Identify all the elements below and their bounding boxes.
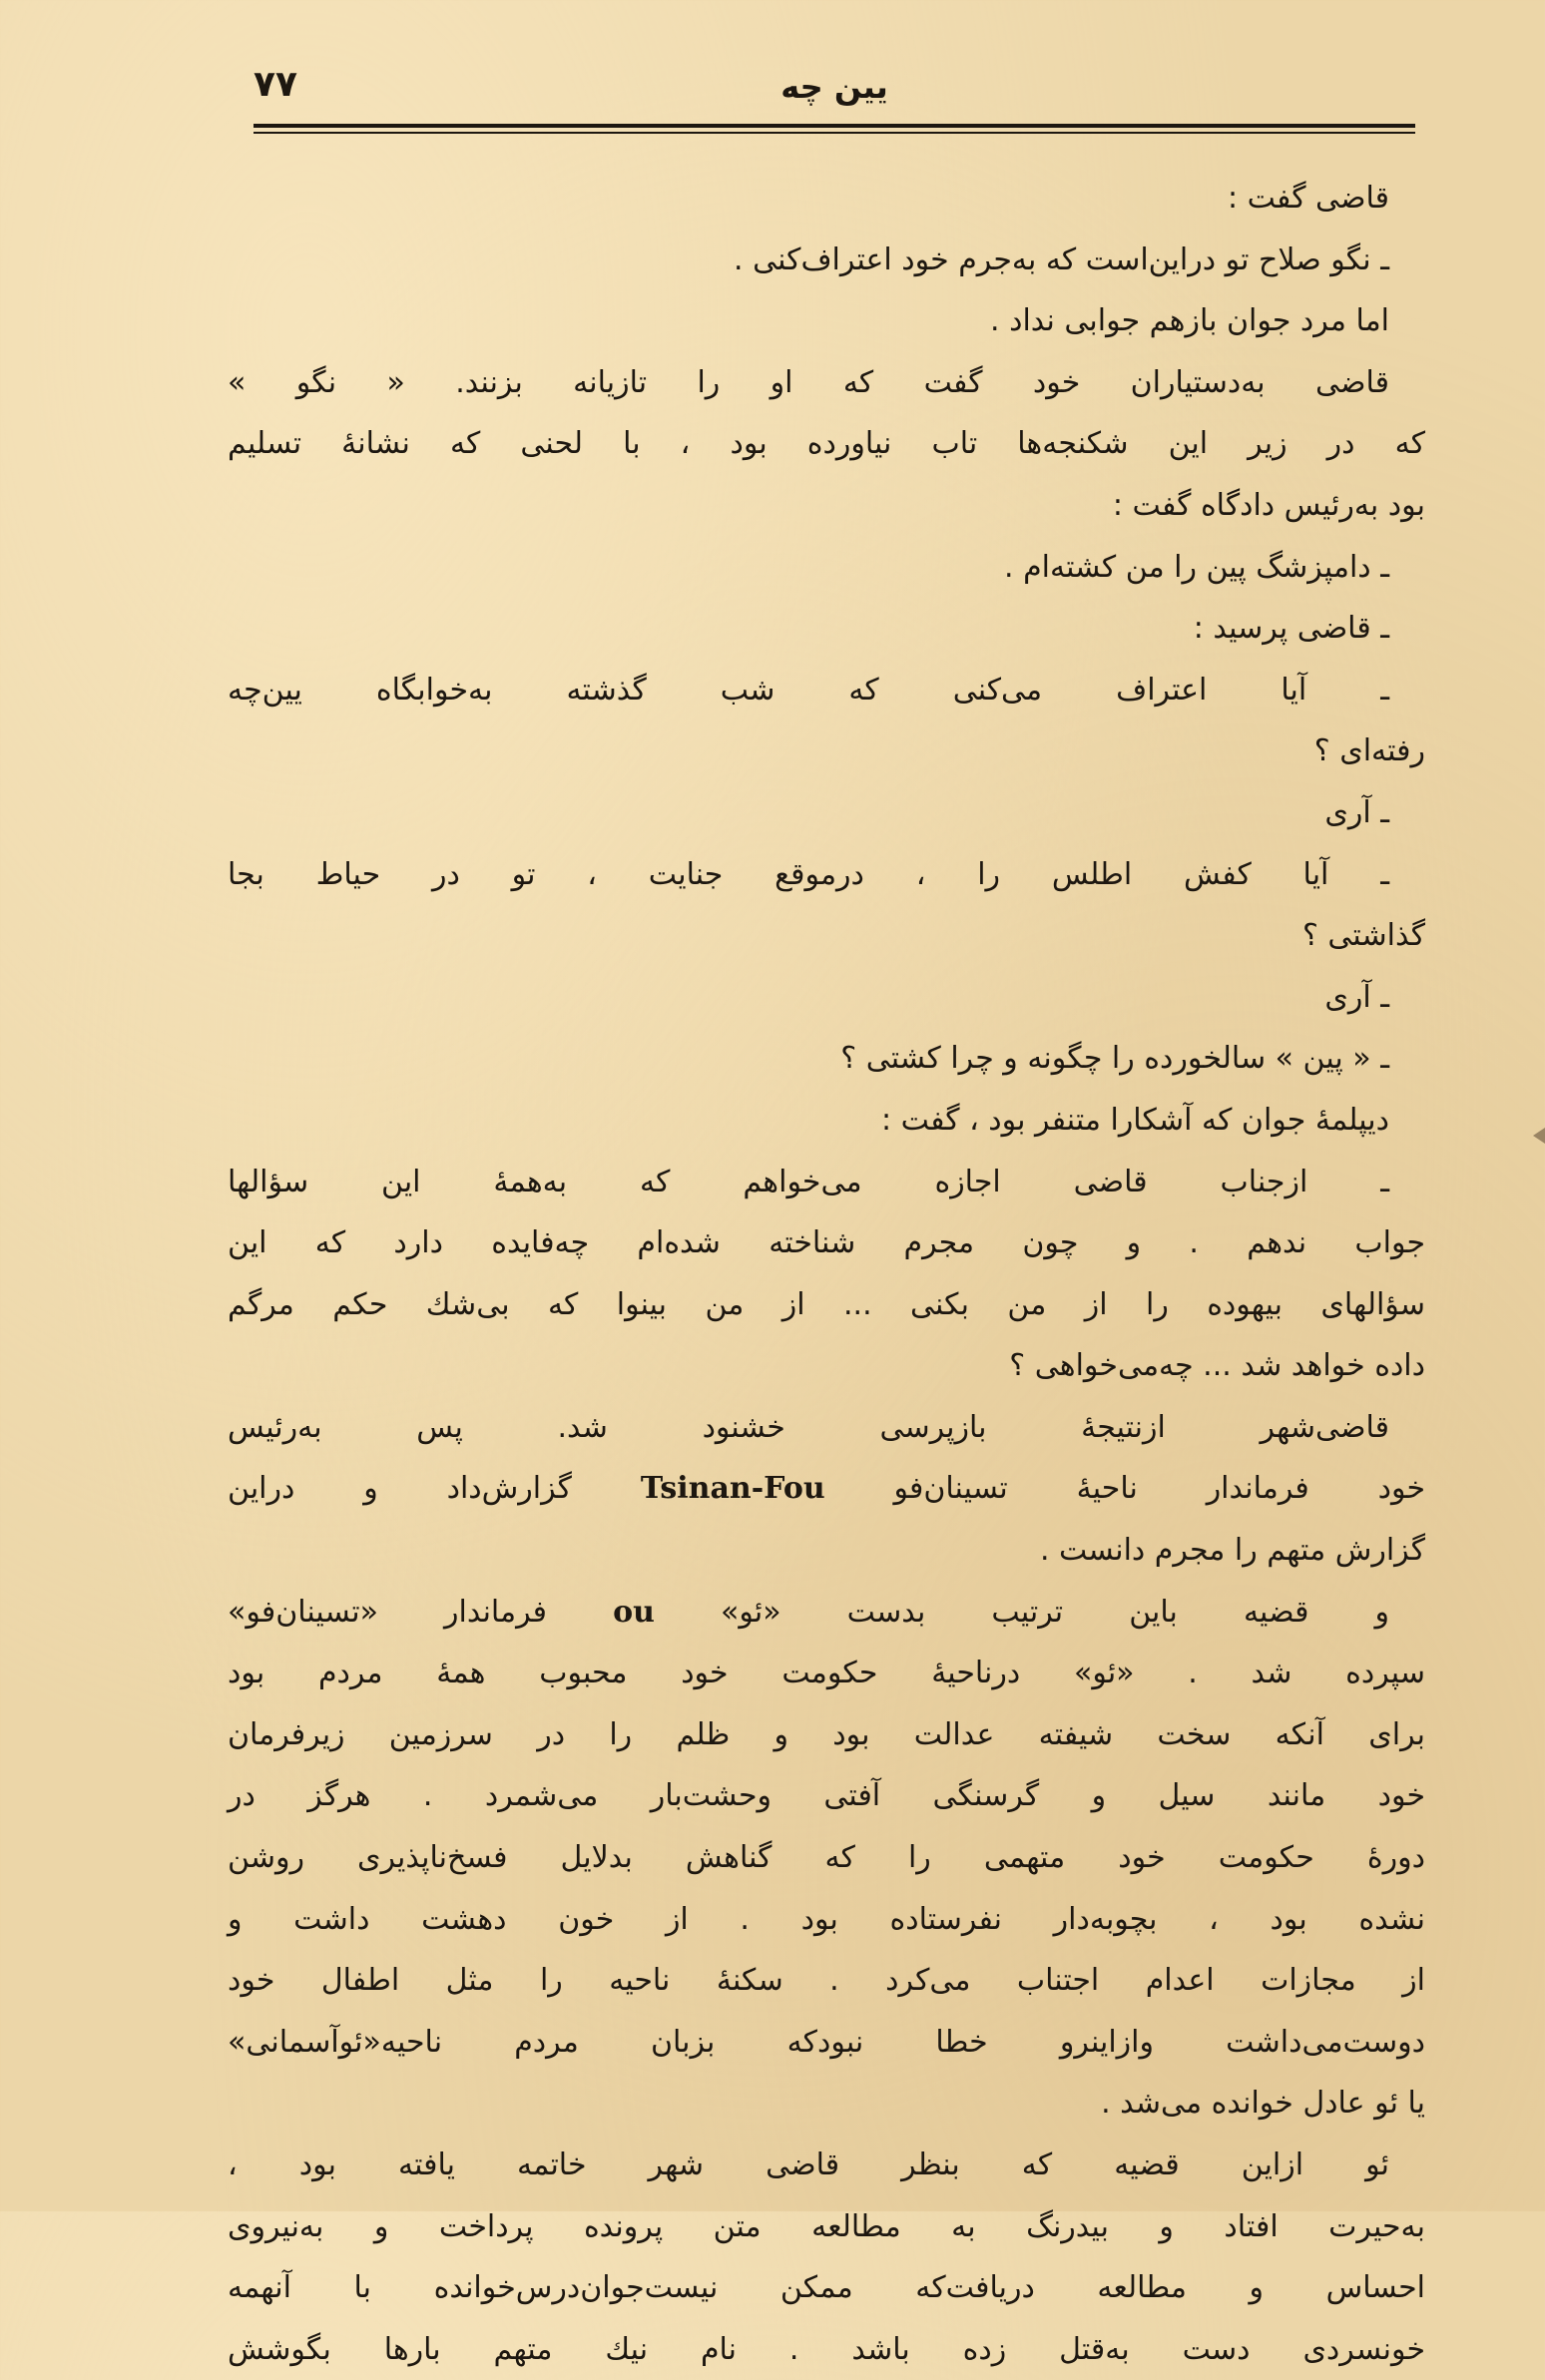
text-fragment: و قضیه باین ترتیب بدست «ئو»	[721, 1594, 1390, 1630]
latin-term: ou	[613, 1594, 655, 1630]
text-line: ـ قاضی پرسید :	[1193, 611, 1389, 647]
text-line: ـ آری	[1324, 979, 1389, 1015]
text-line: قاضی‌شهر ازنتیجهٔ بازپرسی خشنود شد. پس به‌رئیس	[228, 1409, 1389, 1445]
text-line: برای آنکه سخت شیفته عدالت بود و ظلم را در سرزمین زیرفرمان	[228, 1716, 1425, 1752]
text-line: سؤالهای بیهوده را از من بکنی ... از من بینوا که بی‌شك حکم مرگم	[228, 1286, 1425, 1322]
text-line: به‌حیرت افتاد و بیدرنگ به مطالعه متن پرونده پرداخت و به‌نیروی	[228, 2208, 1425, 2244]
text-line: احساس و مطالعه دریافت‌که ممکن نیست‌جوان‌درس‌خوانده با آنهمه	[228, 2270, 1425, 2306]
text-line: که در زیر این شکنجه‌ها تاب نیاورده بود ، با لحنی که نشانهٔ تسلیم	[228, 426, 1425, 462]
text-line: قاضی گفت :	[1227, 181, 1389, 216]
text-line: اما مرد جوان بازهم جوابی نداد .	[990, 303, 1389, 339]
text-line: دیپلمهٔ جوان که آشکارا متنفر بود ، گفت :	[880, 1102, 1389, 1138]
text-line: ـ آیا اعتراف می‌کنی که شب گذشته به‌خوابگاه یین‌چه	[228, 672, 1389, 708]
text-line: خود مانند سیل و گرسنگی آفتی وحشت‌بار می‌شمرد . هرگز در	[228, 1778, 1425, 1814]
text-line: جواب ندهم . و چون مجرم شناخته شده‌ام چه‌فایده دارد که این	[228, 1225, 1425, 1261]
text-line: دوست‌می‌داشت وازاینرو خطا نبودکه بزبان مردم ناحیه«ئوآسمانی»	[228, 2024, 1425, 2060]
text-line: ـ آیا کفش اطلس را ، درموقع جنایت ، تو در حیاط بجا	[228, 856, 1389, 892]
text-fragment: فرماندار «تسینان‌فو»	[228, 1594, 548, 1630]
margin-mark	[1533, 1128, 1545, 1144]
text-fragment: گزارش‌داد و دراین	[228, 1471, 572, 1507]
text-line: یا ئو عادل خوانده می‌شد .	[1101, 2086, 1425, 2122]
running-title: یین چه	[780, 68, 888, 106]
text-line: ـ « پین » سالخورده را چگونه و چرا کشتی ؟	[840, 1041, 1389, 1077]
header-rule-thin	[254, 132, 1415, 134]
text-line: قاضی به‌دستیاران خود گفت که او را تازیانه بزنند. « نگو »	[228, 364, 1389, 400]
page-header	[254, 62, 1415, 134]
text-line: سپرده شد . «ئو» درناحیهٔ حکومت خود محبوب همهٔ مردم بود	[228, 1656, 1425, 1691]
body-text	[228, 168, 1425, 2380]
text-fragment: خود فرماندار ناحیهٔ تسینان‌فو	[893, 1471, 1425, 1507]
text-line: ـ آری	[1324, 794, 1389, 830]
text-line: گذاشتی ؟	[1301, 918, 1425, 954]
latin-term: Tsinan-Fou	[640, 1471, 825, 1507]
text-line: ئو ازاین قضیه که بنظر قاضی شهر خاتمه یافته بود ،	[228, 2147, 1389, 2182]
text-line: خونسردی دست به‌قتل زده باشد . نام نیك متهم بارها بگوشش	[228, 2331, 1425, 2367]
text-line: از مجازات اعدام اجتناب می‌کرد . سکنهٔ ناحیه را مثل اطفال خود	[228, 1963, 1425, 1999]
text-line: نشده بود ، بچوبه‌دار نفرستاده بود . از خون دهشت داشت و	[228, 1901, 1425, 1937]
text-line: ـ ازجناب قاضی اجازه می‌خواهم که به‌همهٔ این سؤالها	[228, 1164, 1389, 1199]
text-line: گزارش متهم را مجرم دانست .	[1039, 1533, 1425, 1569]
text-line	[228, 1458, 1425, 1520]
text-line: داده خواهد شد ... چه‌می‌خواهی ؟	[1009, 1348, 1425, 1384]
text-line: رفته‌ای ؟	[1313, 733, 1425, 769]
text-line: بود به‌رئیس دادگاه گفت :	[1112, 487, 1425, 523]
text-line: دورهٔ حکومت خود متهمی را که گناهش بدلایل فسخ‌ناپذیری روشن	[228, 1840, 1425, 1876]
header-rule	[254, 124, 1415, 128]
text-line: ـ دامپزشگ پین را من کشته‌ام .	[1004, 549, 1389, 585]
text-line	[228, 1582, 1425, 1644]
text-line: ـ نگو صلاح تو دراین‌است که به‌جرم خود اعتراف‌کنی .	[734, 241, 1389, 277]
page-number: ۷۷	[254, 64, 297, 105]
